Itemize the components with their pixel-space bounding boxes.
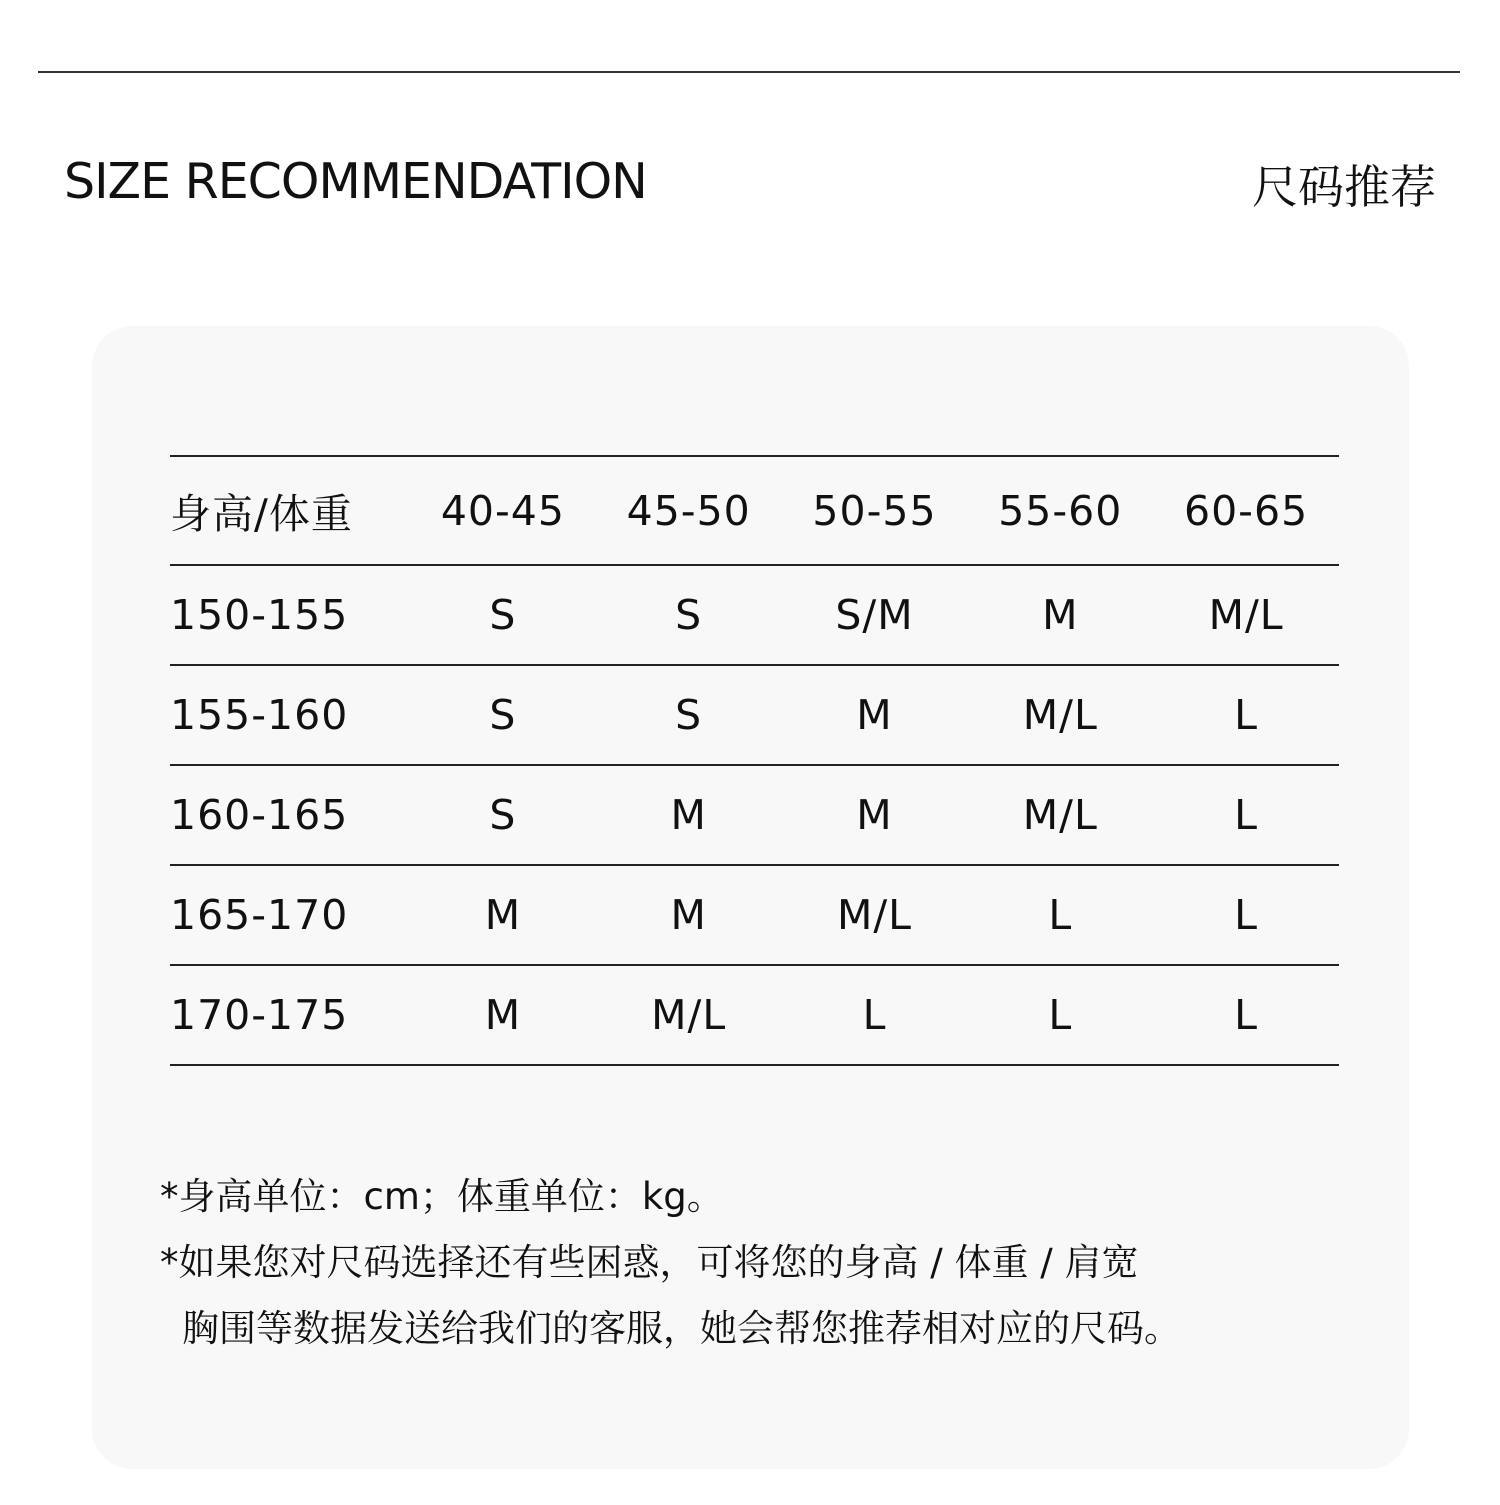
size-cell: S xyxy=(410,665,596,765)
height-range-cell: 165-170 xyxy=(170,865,410,965)
size-cell: M xyxy=(410,865,596,965)
size-cell: M/L xyxy=(967,765,1153,865)
advice-note-line-2: 胸围等数据发送给我们的客服，她会帮您推荐相对应的尺码。 xyxy=(182,1307,1181,1350)
corner-label: 身高/体重 xyxy=(170,456,410,565)
size-cell: M xyxy=(410,965,596,1065)
height-range-cell: 160-165 xyxy=(170,765,410,865)
notes-block xyxy=(160,1164,1380,1362)
size-chart-table xyxy=(170,455,1339,1066)
size-cell: M xyxy=(782,765,968,865)
size-cell: M xyxy=(782,665,968,765)
size-cell: M/L xyxy=(782,865,968,965)
size-chart-card xyxy=(92,326,1409,1469)
size-cell: S xyxy=(410,565,596,665)
top-divider xyxy=(38,71,1460,73)
weight-range-header: 55-60 xyxy=(967,456,1153,565)
size-cell: M/L xyxy=(596,965,782,1065)
table-row xyxy=(170,965,1339,1065)
units-note: *身高单位：cm；体重单位：kg。 xyxy=(160,1175,724,1218)
size-cell: S xyxy=(410,765,596,865)
size-cell: M xyxy=(596,865,782,965)
size-cell: M xyxy=(596,765,782,865)
size-cell: L xyxy=(967,865,1153,965)
table-row xyxy=(170,565,1339,665)
height-range-cell: 170-175 xyxy=(170,965,410,1065)
table-row xyxy=(170,665,1339,765)
weight-range-header: 60-65 xyxy=(1153,456,1339,565)
advice-note-line-1: *如果您对尺码选择还有些困惑，可将您的身高 / 体重 / 肩宽 xyxy=(160,1241,1139,1284)
size-cell: L xyxy=(1153,965,1339,1065)
weight-range-header: 45-50 xyxy=(596,456,782,565)
size-cell: L xyxy=(782,965,968,1065)
size-cell: S/M xyxy=(782,565,968,665)
size-cell: L xyxy=(967,965,1153,1065)
size-cell: M xyxy=(967,565,1153,665)
weight-range-header: 50-55 xyxy=(782,456,968,565)
weight-range-header: 40-45 xyxy=(410,456,596,565)
height-range-cell: 155-160 xyxy=(170,665,410,765)
size-cell: L xyxy=(1153,765,1339,865)
table-row xyxy=(170,865,1339,965)
size-cell: M/L xyxy=(967,665,1153,765)
title-chinese: 尺码推荐 xyxy=(1252,160,1436,214)
title-english: SIZE RECOMMENDATION xyxy=(64,153,647,210)
size-cell: M/L xyxy=(1153,565,1339,665)
table-row xyxy=(170,765,1339,865)
size-cell: L xyxy=(1153,865,1339,965)
size-cell: S xyxy=(596,565,782,665)
size-cell: S xyxy=(596,665,782,765)
table-header-row xyxy=(170,456,1339,565)
height-range-cell: 150-155 xyxy=(170,565,410,665)
size-cell: L xyxy=(1153,665,1339,765)
